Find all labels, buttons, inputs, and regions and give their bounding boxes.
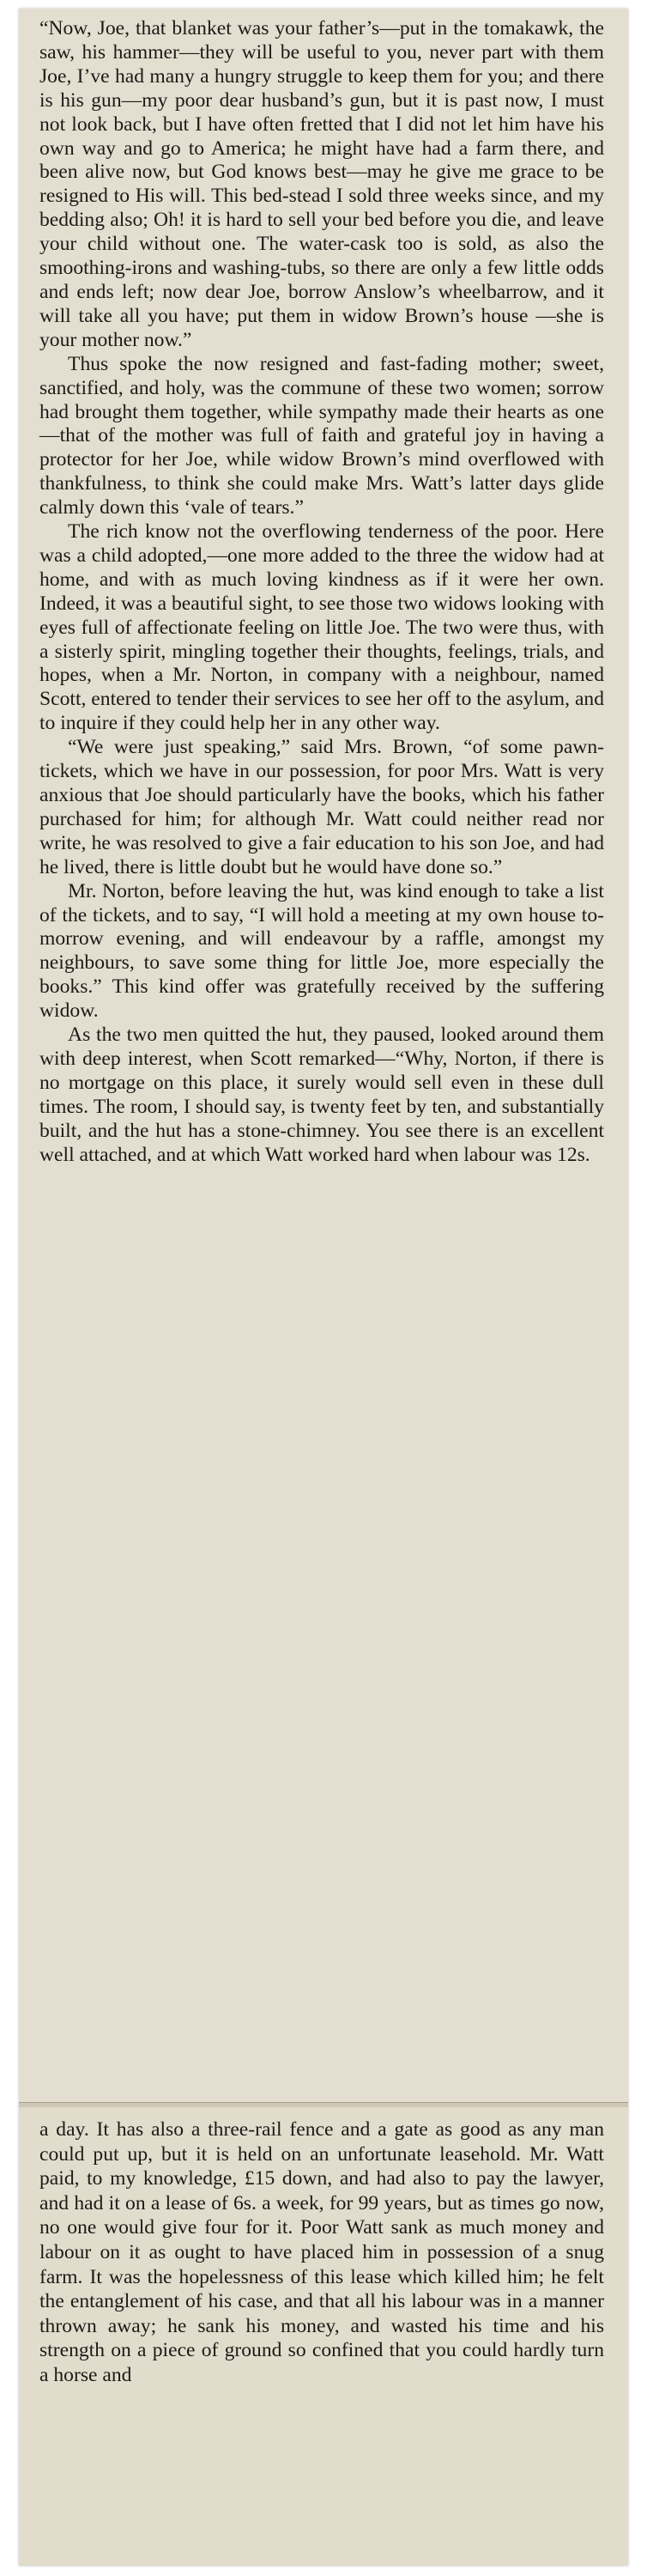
paragraph-leasehold: a day. It has also a three-rail fence and a gate as good as any man could put up, but it is held on an unfortunate leasehold. Mr. Watt paid, to my knowledge, £15 down, and had also to pay the lawyer, and had it on a lease of 6s. a week, for 99 years, but as times go now, no one would give four for it. Poor Watt sank as much money and labour on it as ought to have placed him in possession of a snug farm. It was the hopelessness of this lease which killed him; he felt the entanglement of his case, and that all his labour was in a manner thrown away; he sank his money, and wasted his time and his strength on a piece of ground so confined that you could hardly turn a horse and [39,2118,604,2386]
clipping-lower-column [19,2107,628,2566]
paragraph-norton-raffle: Mr. Norton, before leaving the hut, was kind enough to take a list of the tickets, and to say, “I will hold a meeting at my own house to-morrow evening, and will endeavour by a raffle, amongst my neighbours, to save some thing for little Joe, more especially the books.” This kind offer was gratefully received by the suffering widow. [39,879,604,1023]
paragraph-pawn-tickets: “We were just speaking,” said Mrs. Brown, “of some pawn-tickets, which we have in our possession, for poor Mrs. Watt is very anxious that Joe should particularly have the books, which his father purchased for him; for although Mr. Watt could neither read nor write, he was resolved to give a fair education to his son Joe, and had he lived, there is little doubt but he would have done so.” [39,736,604,878]
clipping-upper-column [19,9,628,2102]
paragraph-commune: Thus spoke the now resigned and fast-fading mother; sweet, sanctified, and holy, was the commune of these two women; sorrow had brought them together, while sympathy made their hearts as one—that of the mother was full of faith and grateful joy in having a protector for her Joe, while widow Brown’s mind overflowed with thankfulness, to think she could make Mrs. Watt’s latter days glide calmly down this ‘vale of tears.” [39,352,604,519]
article-text-upper [39,17,604,1168]
article-text-lower [39,2117,604,2388]
paragraph-child-adopted: The rich know not the overflowing tenderness of the poor. Here was a child adopted,—one more added to the three the widow had at home, and with as much loving kindness as if it were her own. Indeed, it was a beautiful sight, to see those two widows looking with eyes full of affectionate feeling on little Joe. The two were thus, with a sisterly spirit, mingling together their thoughts, feelings, trials, and hopes, when a Mr. Norton, in company with a neighbour, named Scott, entered to tender their services to see her off to the asylum, and to inquire if they could help her in any other way. [39,520,605,735]
newspaper-clipping [19,9,628,2566]
paragraph-mother-speech: “Now, Joe, that blanket was your father’s—put in the tomakawk, the saw, his hammer—they will be useful to you, never part with them Joe, I’ve had many a hungry struggle to keep them for you; and there is his gun—my poor dear husband’s gun, but it is past now, I must not look back, but I have often fretted that I did not let him have his own way and go to America; he might have had a farm there, and been alive now, but God knows best—may he give me grace to be resigned to His will. This bed-stead I sold three weeks since, and my bedding also; Oh! it is hard to sell your bed before you die, and leave your child without one. The water-cask too is sold, as also the smoothing-irons and washing-tubs, so there are only a few little odds and ends left; now dear Joe, borrow Anslow’s wheelbarrow, and it will take all you have; put them in widow Brown’s house —she is your mother now.” [39,17,604,351]
paragraph-scott-remark: As the two men quitted the hut, they paused, looked around them with deep interest, when Scott remarked—“Why, Norton, if there is no mortgage on this place, it surely would sell even in these dull times. The room, I should say, is twenty feet by ten, and substantially built, and the hut has a stone-chimney. You see there is an excellent well attached, and at which Watt worked hard when labour was 12s. [39,1024,604,1166]
